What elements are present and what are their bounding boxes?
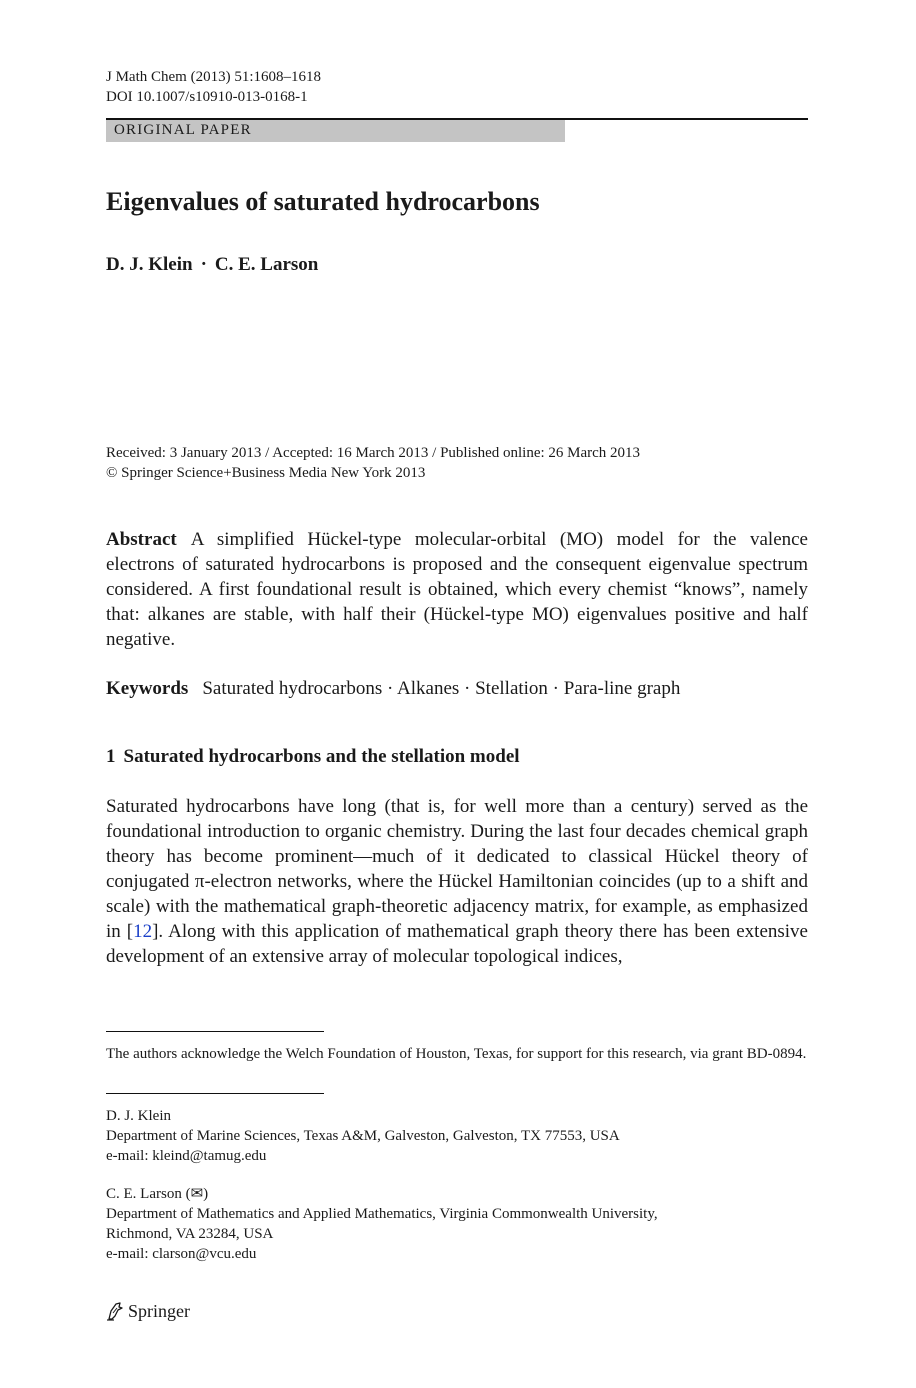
paper-title: Eigenvalues of saturated hydrocarbons bbox=[106, 187, 540, 216]
doi: DOI 10.1007/s10910-013-0168-1 bbox=[106, 89, 308, 105]
journal-citation: J Math Chem (2013) 51:1608–1618 bbox=[106, 69, 321, 85]
journal-header bbox=[106, 67, 321, 107]
section-title: Saturated hydrocarbons and the stellation model bbox=[123, 746, 520, 767]
keywords-label: Keywords bbox=[106, 678, 189, 699]
publication-dates bbox=[106, 443, 640, 483]
affiliation-email[interactable]: e-mail: kleind@tamug.edu bbox=[106, 1148, 267, 1164]
affiliation-email[interactable]: e-mail: clarson@vcu.edu bbox=[106, 1246, 257, 1262]
section-number: 1 bbox=[106, 746, 116, 767]
body-paragraph bbox=[106, 794, 808, 969]
author-separator: · bbox=[200, 254, 207, 275]
received-accepted-published: Received: 3 January 2013 / Accepted: 16 March 2013 / Published online: 26 March 2013 bbox=[106, 445, 641, 461]
body-text-part: Saturated hydrocarbons have long (that is, for well more than a century) served as the foundational introduction to organic chemistry. During the last four decades chemical graph theory has become prominent—much of it dedicated to classical Hückel theory of conjugated π-electron networks, where the Hückel Hamiltonian coincides (up to a shift and scale) with the mathematical graph-theoretic adjacency matrix, for example, as emphasized in [ bbox=[106, 796, 808, 942]
affiliation-name: D. J. Klein bbox=[106, 1108, 171, 1124]
abstract bbox=[106, 527, 808, 652]
affiliation-address: Richmond, VA 23284, USA bbox=[106, 1226, 274, 1242]
citation-link[interactable]: 12 bbox=[133, 921, 153, 942]
section-heading bbox=[106, 744, 520, 770]
body-text-part: ]. Along with this application of mathematical graph theory there has been extensive development of an extensive array of molecular topological indices, bbox=[106, 921, 808, 967]
publisher-logo bbox=[106, 1299, 190, 1323]
affiliation-department: Department of Marine Sciences, Texas A&M, Galveston, Galveston, TX 77553, USA bbox=[106, 1128, 620, 1144]
copyright-line: © Springer Science+Business Media New York 2013 bbox=[106, 465, 426, 481]
author-list bbox=[106, 252, 318, 278]
abstract-text: A simplified Hückel-type molecular-orbital (MO) model for the valence electrons of saturated hydrocarbons is proposed and the consequent eigenvalue spectrum considered. A first foundational result is obtained, which every chemist “knows”, namely that: alkanes are stable, with half their (Hückel-type MO) eigenvalues positive and half negative. bbox=[106, 529, 808, 650]
keywords-text: Saturated hydrocarbons · Alkanes · Stellation · Para-line graph bbox=[202, 678, 681, 699]
author-name: D. J. Klein bbox=[106, 254, 193, 275]
footnote-rule bbox=[106, 1031, 324, 1032]
affiliation-block bbox=[106, 1184, 658, 1264]
affiliation-name: C. E. Larson (✉) bbox=[106, 1186, 209, 1202]
footnote: The authors acknowledge the Welch Foundation of Houston, Texas, for support for this research, via grant BD-0894. bbox=[106, 1046, 807, 1062]
affiliation-block bbox=[106, 1106, 620, 1166]
article-type-label: ORIGINAL PAPER bbox=[114, 122, 252, 138]
author-name: C. E. Larson bbox=[214, 254, 319, 275]
affiliation-department: Department of Mathematics and Applied Mathematics, Virginia Commonwealth University, bbox=[106, 1206, 658, 1222]
springer-horse-icon bbox=[106, 1301, 124, 1321]
publisher-name: Springer bbox=[128, 1301, 190, 1321]
affiliation-rule bbox=[106, 1093, 324, 1094]
keywords bbox=[106, 676, 808, 701]
abstract-label: Abstract bbox=[106, 529, 177, 550]
article-type-bar bbox=[106, 118, 808, 144]
